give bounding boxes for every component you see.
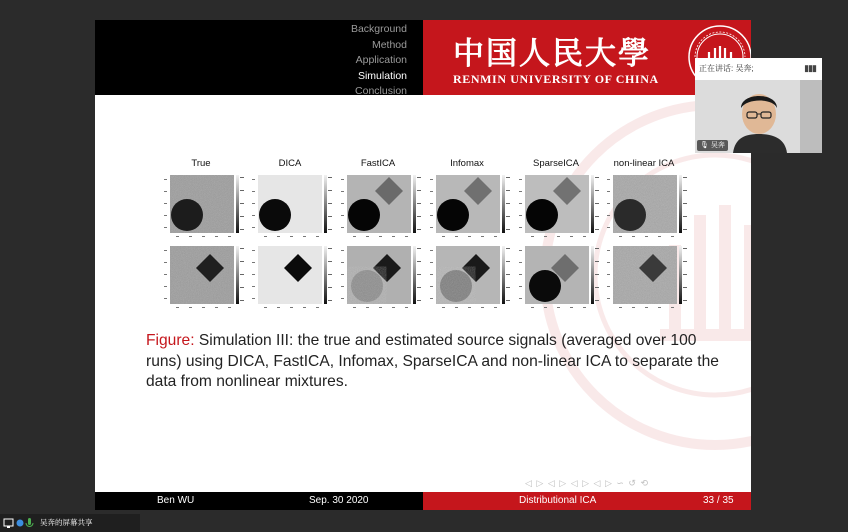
y-axis-ticks-r0-c1 (252, 175, 257, 233)
nav-item-application[interactable]: Application (355, 54, 407, 66)
beamer-navigation-symbols[interactable]: ◁ ▷ ◁ ▷ ◁ ▷ ◁ ▷ ∽ ↺ ⟲ (525, 478, 649, 488)
x-axis-ticks-r0-c0 (170, 236, 234, 240)
colorbar-ticks-r0-c1 (328, 175, 334, 233)
colorbar-r0-c4 (591, 175, 594, 233)
slide-header (95, 20, 751, 95)
colorbar-ticks-r1-c3 (506, 246, 512, 304)
signal-panel-r0-c1 (258, 175, 322, 233)
participant-name-tag (697, 140, 728, 151)
signal-strength-icon: ▮▮▮ (804, 63, 816, 73)
y-axis-ticks-r1-c4 (519, 246, 524, 304)
signal-panel-r1-c1 (258, 246, 322, 304)
footer-page-number: 33 / 35 (703, 495, 734, 506)
screen-share-indicator[interactable] (0, 514, 140, 532)
colorbar-r0-c2 (413, 175, 416, 233)
signal-panel-r0-c2 (347, 175, 411, 233)
participant-name: 吴奔 (710, 142, 725, 149)
colorbar-r0-c1 (324, 175, 327, 233)
x-axis-ticks-r0-c5 (613, 236, 677, 240)
x-axis-ticks-r1-c4 (525, 307, 589, 311)
speaker-status-bar (695, 58, 822, 80)
x-axis-ticks-r0-c3 (436, 236, 500, 240)
footer-date: Sep. 30 2020 (309, 495, 369, 506)
y-axis-ticks-r0-c0 (164, 175, 169, 233)
y-axis-ticks-r1-c1 (252, 246, 257, 304)
colorbar-r1-c1 (324, 246, 327, 304)
nav-item-background[interactable]: Background (350, 23, 407, 35)
footer-left (95, 492, 423, 510)
colorbar-r1-c5 (679, 246, 682, 304)
presentation-slide (95, 20, 751, 510)
y-axis-ticks-r0-c5 (607, 175, 612, 233)
x-axis-ticks-r0-c1 (258, 236, 322, 240)
footer-author: Ben WU (157, 495, 195, 506)
screen-share-label: 吴奔的屏幕共享 (40, 518, 93, 527)
university-name-chinese: 中国人民大學 (453, 36, 651, 72)
y-axis-ticks-r1-c3 (430, 246, 435, 304)
column-title-sparseica: SparseICA (533, 158, 579, 169)
y-axis-ticks-r1-c0 (164, 246, 169, 304)
signal-panel-r1-c2 (347, 246, 411, 304)
speaking-label: 正在讲话: 吴奔; (699, 64, 754, 73)
signal-panel-r0-c4 (525, 175, 589, 233)
column-title-infomax: Infomax (450, 158, 484, 169)
signal-panel-r1-c5 (613, 246, 677, 304)
screen-share-icons (2, 514, 38, 532)
nav-item-method[interactable]: Method (371, 38, 407, 51)
colorbar-r1-c3 (502, 246, 505, 304)
colorbar-ticks-r1-c0 (240, 246, 246, 304)
y-axis-ticks-r0-c3 (430, 175, 435, 233)
x-axis-ticks-r1-c1 (258, 307, 322, 311)
section-navigation (95, 22, 407, 100)
column-title-nonlinear-ica: non-linear ICA (613, 158, 675, 169)
colorbar-ticks-r1-c5 (683, 246, 689, 304)
x-axis-ticks-r1-c5 (613, 307, 677, 311)
colorbar-r1-c4 (591, 246, 594, 304)
x-axis-ticks-r0-c2 (347, 236, 411, 240)
column-title-fastica: FastICA (360, 158, 396, 169)
signal-panel-r0-c0 (170, 175, 234, 233)
colorbar-ticks-r1-c1 (328, 246, 334, 304)
university-name-english: RENMIN UNIVERSITY OF CHINA (453, 72, 659, 86)
colorbar-r1-c0 (236, 246, 239, 304)
y-axis-ticks-r1-c2 (341, 246, 346, 304)
figure-caption (146, 331, 726, 393)
colorbar-ticks-r1-c4 (595, 246, 601, 304)
colorbar-r1-c2 (413, 246, 416, 304)
figure-caption-text: Simulation III: the true and estimated source signals (averaged over 100 runs) using DICA, FastICA, Infomax, SparseICA and non-linear ICA to separate the data from nonlinear mixtures. (146, 332, 719, 390)
footer-title: Distributional ICA (519, 495, 597, 506)
y-axis-ticks-r1-c5 (607, 246, 612, 304)
y-axis-ticks-r0-c4 (519, 175, 524, 233)
colorbar-ticks-r0-c3 (506, 175, 512, 233)
nav-item-conclusion[interactable]: Conclusion (355, 85, 407, 97)
x-axis-ticks-r0-c4 (525, 236, 589, 240)
colorbar-r0-c3 (502, 175, 505, 233)
signal-panel-r0-c5 (613, 175, 677, 233)
colorbar-ticks-r0-c0 (240, 175, 246, 233)
column-title-true: True (191, 158, 211, 169)
colorbar-r0-c0 (236, 175, 239, 233)
colorbar-ticks-r1-c2 (417, 246, 423, 304)
x-axis-ticks-r1-c3 (436, 307, 500, 311)
colorbar-ticks-r0-c4 (595, 175, 601, 233)
mic-icon: 🎙 (700, 142, 709, 149)
x-axis-ticks-r1-c0 (170, 307, 234, 311)
nav-item-simulation[interactable]: Simulation (357, 69, 407, 82)
signal-panel-r1-c4 (525, 246, 589, 304)
signal-panel-r0-c3 (436, 175, 500, 233)
signal-panel-r1-c3 (436, 246, 500, 304)
footer-right (423, 492, 751, 510)
column-title-dica: DICA (278, 158, 302, 169)
colorbar-ticks-r0-c5 (683, 175, 689, 233)
y-axis-ticks-r0-c2 (341, 175, 346, 233)
signal-panel-r1-c0 (170, 246, 234, 304)
slide-footer (95, 492, 751, 510)
colorbar-r0-c5 (679, 175, 682, 233)
figure-caption-prefix: Figure: (146, 332, 195, 349)
speaker-video-tile[interactable] (695, 58, 822, 153)
x-axis-ticks-r1-c2 (347, 307, 411, 311)
colorbar-ticks-r0-c2 (417, 175, 423, 233)
